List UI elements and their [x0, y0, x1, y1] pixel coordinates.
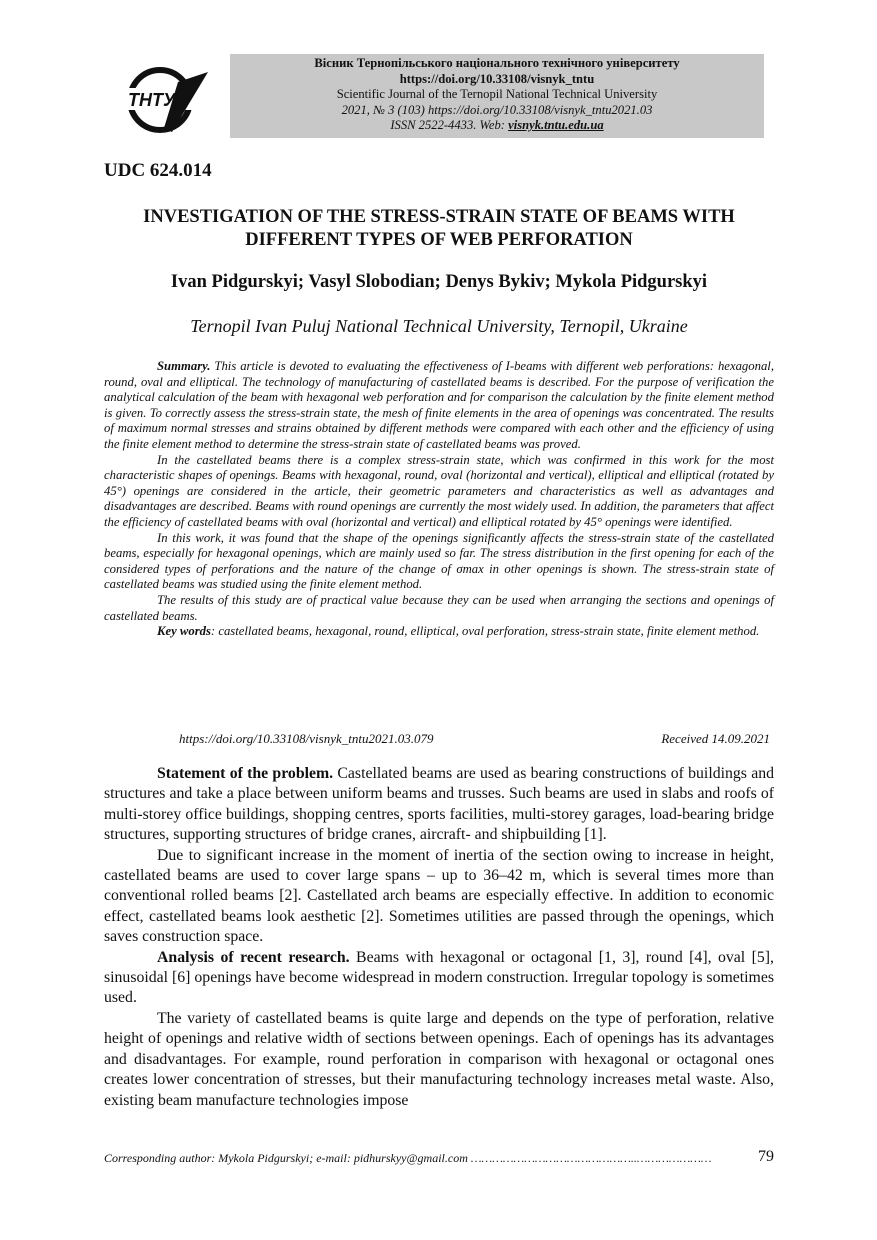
authors: Ivan Pidgurskyi; Vasyl Slobodian; Denys Bykiv; Mykola Pidgurskyi [170, 272, 708, 292]
body-paragraph: Due to significant increase in the moment of inertia of the section owing to increase in height, castellated beams are used to cover large spans – up to 36–42 m, which is several times more than conventional rolled beams [2]. Castellated arch beams are especially effective. In addition to economic effect, castellated beams look aesthetic [2]. Sometimes utilities are passed through the openings, which saves construction space. [104, 846, 774, 946]
udc-code: UDC 624.014 [104, 160, 212, 181]
summary-label: Summary. [157, 359, 211, 373]
paper-title [104, 206, 774, 252]
keywords-label: Key words [157, 624, 211, 639]
issn-line [230, 118, 764, 134]
abstract [104, 359, 774, 640]
section-heading-research: Analysis of recent research. [157, 948, 350, 966]
body-paragraph [104, 764, 774, 846]
logo-text: ТНТУ [128, 90, 176, 110]
body-text: Castellated beams are used as bearing constructions of buildings and structures and take a place between uniform beams and trusses. Such beams are used in slabs and roofs of multi-storey office buildings, shopping centres, sports facilities, multi-storey garages, load-bearing bridge structures, supporting structures of bridge cranes, aircraft- and shipbuilding [1]. [104, 765, 774, 844]
title-line-2: DIFFERENT TYPES OF WEB PERFORATION [245, 230, 633, 250]
university-logo [120, 62, 210, 140]
body-text: Beams with hexagonal or octagonal [1, 3], round [4], oval [5], sinusoidal [6] openings have become widespread in modern construction. Irregular topology is sometimes used. [104, 948, 774, 1007]
abstract-paragraph: In this work, it was found that the shape of the openings significantly affects the stress-strain state of the castellated beams, especially for hexagonal openings, which are mainly used so far. The stress distribution in the first opening for each of the considered types of perforations and the nature of the change of σmax in other openings is shown. The stress-strain state of castellated beams was studied using the finite element method. [104, 530, 774, 592]
main-text [104, 764, 774, 1111]
issn-text: ISSN 2522-4433. Web: [390, 118, 509, 132]
journal-name-ua: Вісник Тернопільського національного технічного університету [314, 56, 680, 70]
page-number: 79 [758, 1148, 774, 1165]
abstract-paragraph: In the castellated beams there is a complex stress-strain state, which was confirmed in this work for the most characteristic shapes of openings. Beams with hexagonal, round, oval (horizontal and vertical), elliptical and elliptical (rotated by 45°) openings are considered in the article, their geometric parameters and characteristics as well as advantages and disadvantages are described. Beams with round openings are currently the most widely used. In addition, the parameters that affect the efficiency of castellated beams with oval (horizontal and vertical) and elliptical rotated by 45° openings were identified. [104, 452, 774, 529]
journal-header [230, 54, 764, 138]
section-heading-problem: Statement of the problem. [157, 765, 334, 782]
title-line-1: INVESTIGATION OF THE STRESS-STRAIN STATE OF BEAMS WITH [143, 207, 735, 227]
journal-website-link[interactable]: visnyk.tntu.edu.ua [508, 118, 604, 132]
page-footer [104, 1148, 774, 1166]
abstract-paragraph [104, 359, 774, 453]
corresponding-author: Corresponding author: Mykola Pidgurskyi; e-mail: pidhurskyy@gmail.com ………………………………………..………………… [104, 1151, 712, 1165]
affiliation: Ternopil Ivan Puluj National Technical University, Ternopil, Ukraine [190, 316, 688, 336]
issue-info: 2021, № 3 (103) https://doi.org/10.33108/visnyk_tntu2021.03 [341, 102, 653, 117]
keywords-text: : castellated beams, hexagonal, round, elliptical, oval perforation, stress-strain state, finite element method. [210, 624, 760, 639]
journal-doi: https://doi.org/10.33108/visnyk_tntu [399, 71, 595, 86]
abstract-paragraph: The results of this study are of practical value because they can be used when arranging the sections and openings of castellated beams. [104, 592, 774, 623]
abstract-text-1: This article is devoted to evaluating the effectiveness of I-beams with different web perforations: hexagonal, round, oval and elliptical. The technology of manufacturing of castellated beams is described. For the purpose of verification the analytical calculation of the beam with hexagonal web perforation and for comparison the calculation by the finite element method is given. To correctly assess the stress-strain state, the mesh of finite elements in the area of openings was concentrated. The results of maximum normal stresses and strains obtained by different methods were compared with each other and the efficiency of using the finite element method to determine the stress-strain state of castellated beams was proved. [104, 359, 774, 451]
journal-name-en: Scientific Journal of the Ternopil National Technical University [336, 87, 658, 101]
keywords [104, 624, 774, 640]
received-date: Received 14.09.2021 [661, 731, 770, 746]
article-doi-link[interactable]: https://doi.org/10.33108/visnyk_tntu2021.03.079 [179, 731, 434, 746]
body-paragraph: The variety of castellated beams is quite large and depends on the type of perforation, relative height of openings and relative width of sections between openings. Each of openings has its advantages and disadvantages. For example, round perforation in comparison with hexagonal or octagonal ones creates lower concentration of stresses, but their manufacturing technology increases metal waste. Also, existing beam manufacture technologies impose [104, 1009, 774, 1109]
body-paragraph [104, 948, 774, 1009]
